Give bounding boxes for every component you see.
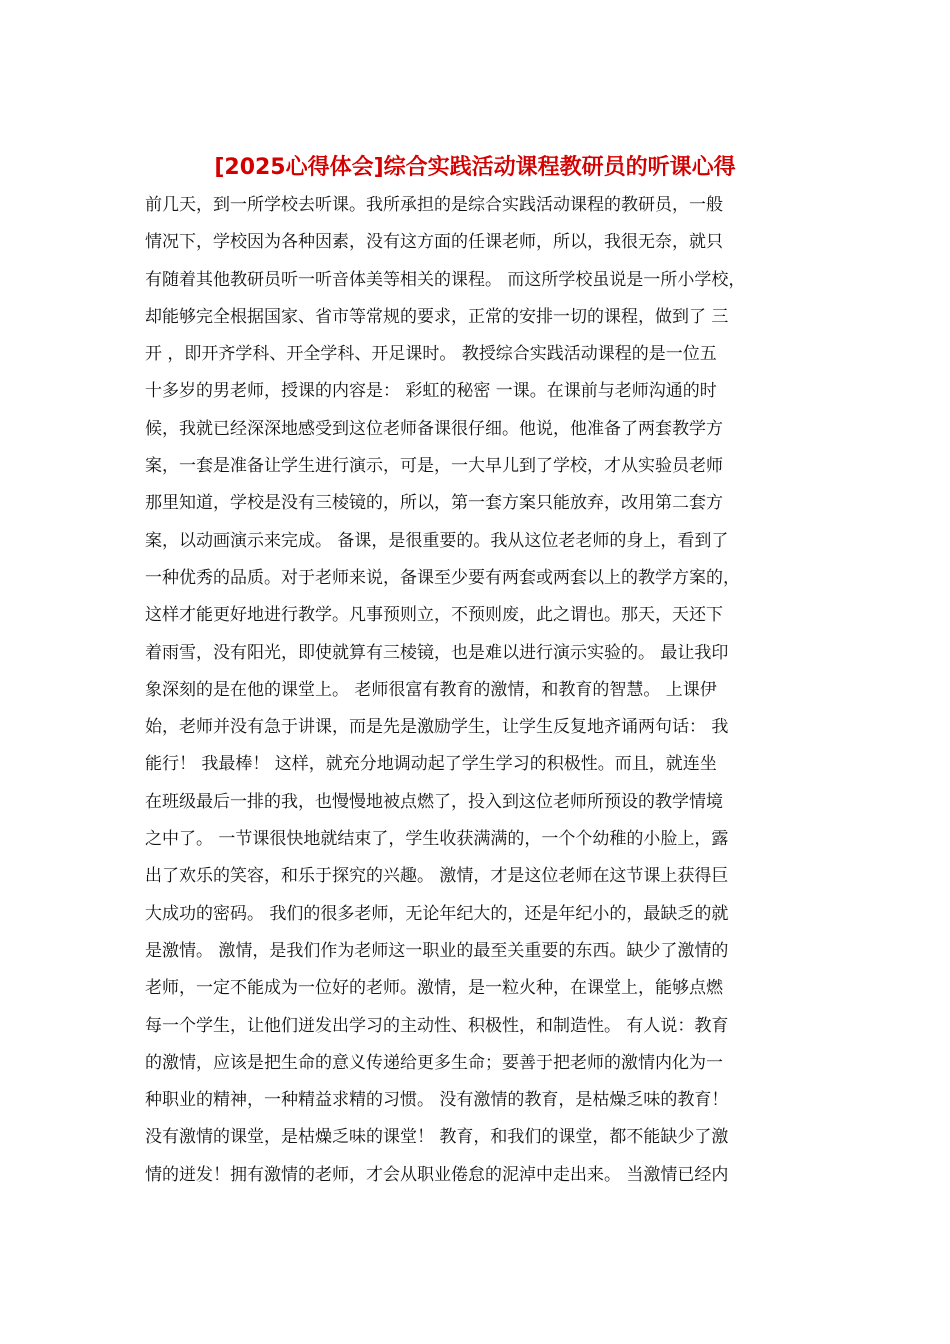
text-line: 十多岁的男老师，授课的内容是： 彩虹的秘密 一课。在课前与老师沟通的时 (145, 381, 717, 402)
text-line: 一种优秀的品质。对于老师来说，备课至少要有两套或两套以上的教学方案的， (145, 567, 740, 588)
text-line: 情况下，学校因为各种因素，没有这方面的任课老师，所以，我很无奈，就只 (145, 232, 723, 253)
document-body (145, 187, 810, 1194)
text-line: 情的迸发！拥有激情的老师，才会从职业倦怠的泥淖中走出来。 当激情已经内 (145, 1164, 729, 1185)
text-line: 象深刻的是在他的课堂上。 老师很富有教育的激情，和教育的智慧。 上课伊 (145, 679, 717, 700)
text-line: 案，以动画演示来完成。 备课，是很重要的。我从这位老老师的身上，看到了 (145, 530, 729, 551)
text-line: 老师，一定不能成为一位好的老师。激情，是一粒火种，在课堂上，能够点燃 (145, 978, 723, 999)
text-line: 着雨雪，没有阳光，即使就算有三棱镜，也是难以进行演示实验的。 最让我印 (145, 642, 729, 663)
text-line: 每一个学生，让他们迸发出学习的主动性、积极性，和制造性。 有人说：教育 (145, 1015, 729, 1036)
text-line: 能行！ 我最棒！ 这样，就充分地调动起了学生学习的积极性。而且，就连坐 (145, 754, 717, 775)
text-line: 却能够完全根据国家、省市等常规的要求，正常的安排一切的课程，做到了 三 (145, 306, 729, 327)
text-line: 之中了。 一节课很快地就结束了，学生收获满满的，一个个幼稚的小脸上，露 (145, 829, 729, 850)
text-line: 有随着其他教研员听一听音体美等相关的课程。 而这所学校虽说是一所小学校， (145, 269, 746, 290)
text-line: 出了欢乐的笑容，和乐于探究的兴趣。 激情，才是这位老师在这节课上获得巨 (145, 866, 729, 887)
text-line: 没有激情的课堂，是枯燥乏味的课堂！ 教育，和我们的课堂，都不能缺少了激 (145, 1127, 729, 1148)
text-line: 始，老师并没有急于讲课，而是先是激励学生，让学生反复地齐诵两句话： 我 (145, 717, 729, 738)
text-line: 的激情，应该是把生命的意义传递给更多生命；要善于把老师的激情内化为一 (145, 1052, 723, 1073)
text-line: 是激情。 激情，是我们作为老师这一职业的最至关重要的东西。缺少了激情的 (145, 940, 729, 961)
text-line: 案，一套是准备让学生进行演示，可是，一大早儿到了学校，才从实验员老师 (145, 456, 723, 477)
text-line: 在班级最后一排的我，也慢慢地被点燃了，投入到这位老师所预设的教学情境 (145, 791, 723, 812)
text-line: 大成功的密码。 我们的很多老师，无论年纪大的，还是年纪小的，最缺乏的就 (145, 903, 729, 924)
text-line: 那里知道，学校是没有三棱镜的，所以，第一套方案只能放弃，改用第二套方 (145, 493, 723, 514)
text-line: 这样才能更好地进行教学。凡事预则立，不预则废，此之谓也。那天，天还下 (145, 605, 723, 626)
document-title: [2025心得体会]综合实践活动课程教研员的听课心得 (214, 155, 736, 180)
text-line: 候，我就已经深深地感受到这位老师备课很仔细。他说，他准备了两套教学方 (145, 418, 723, 439)
text-line: 种职业的精神，一种精益求精的习惯。 没有激情的教育，是枯燥乏味的教育！ (145, 1090, 729, 1111)
text-line: 前几天，到一所学校去听课。我所承担的是综合实践活动课程的教研员，一般 (145, 195, 723, 215)
text-line: 开 ，即开齐学科、开全学科、开足课时。 教授综合实践活动课程的是一位五 (145, 344, 717, 365)
